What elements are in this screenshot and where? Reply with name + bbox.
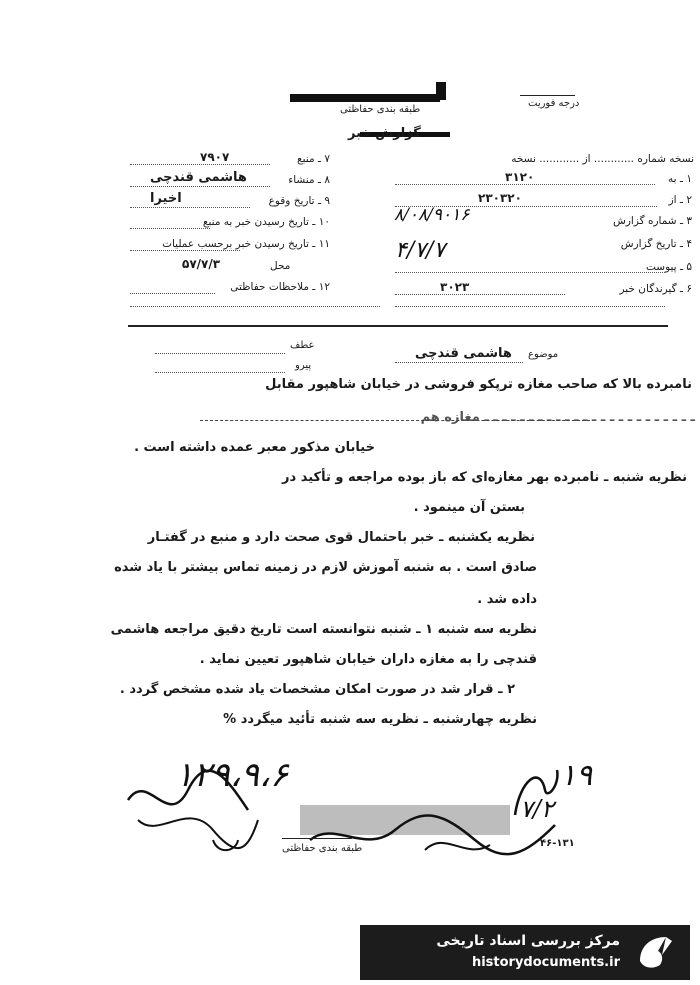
handwritten-date-bottom: ۷/۲: [520, 795, 554, 823]
field-occurrence-dots: [130, 207, 250, 208]
field-report-date-label: ۴ ـ تاریخ گزارش: [620, 238, 692, 250]
watermark-banner: [360, 925, 690, 980]
classification-label-top: طبقه بندی حفاظتی: [340, 104, 421, 115]
signature-left: [118, 760, 268, 860]
body-line-12: نظریه چهارشنبه ـ نظریه سه شنبه تأئید میگردد %: [223, 712, 537, 727]
field-to-value: ۳۱۲۰: [505, 170, 535, 184]
ref-atf-label: عطف: [290, 340, 315, 351]
copy-number-row: نسخه شماره ............ از ............ نسخه: [511, 153, 694, 165]
body-line-2: ـ ـ ـ ـ ـ ـ ـ ـ ـ ـ ـ ـ ـ ـ ـ ـ ـ ـ ـ ـ ـ ـ ـ ـ مغازه هم: [420, 410, 695, 425]
field-received-ops-place: محل: [270, 260, 291, 272]
field-source-label: ۷ ـ منبع: [297, 153, 330, 165]
field-received-ops-label: ۱۱ ـ تاریخ رسیدن خبر برحسب عملیات: [162, 238, 330, 250]
field-report-number-value: ۸/۰۸/۹۰۱۶: [394, 205, 470, 225]
field-occurrence-label: ۹ ـ تاریخ وقوع: [268, 195, 330, 207]
handwritten-date-top: ۱۹: [560, 758, 593, 793]
classification-stamp-top: [290, 94, 440, 102]
field-attachment-dots: [395, 272, 665, 273]
field-origin-value: هاشمی قندچی: [150, 170, 247, 185]
handwritten-number: ۱۲۹،۹،۶: [175, 755, 289, 795]
subject-dots: [395, 362, 523, 363]
field-source-value: ۷۹۰۷: [200, 150, 230, 164]
field-recipients-label: ۶ ـ گیرندگان خبر: [619, 283, 692, 295]
field-security-notes-dots: [130, 293, 215, 294]
subject-label: موضوع: [528, 349, 559, 360]
field-security-notes-dots-2: [130, 306, 380, 307]
field-report-date-value: ۴/۷/۷: [395, 238, 446, 263]
body-line-2-strike: [200, 420, 590, 421]
field-origin-label: ۸ ـ منشاء: [288, 174, 330, 186]
field-from-value: ۲۳۰۳۲۰: [478, 191, 522, 205]
urgency-label: درجه فوریت: [528, 98, 580, 109]
field-received-ops-value: ۵۷/۷/۳: [182, 257, 221, 271]
field-report-number-label: ۳ ـ شماره گزارش: [613, 215, 692, 227]
watermark-title: مرکز بررسی اسناد تاریخی: [436, 933, 620, 949]
field-security-notes-label: ۱۲ ـ ملاحظات حفاظتی: [230, 281, 330, 293]
body-line-9: نظریه سه شنبه ۱ ـ شنبه نتوانسته است تاریخ دقیق مراجعه هاشمی: [110, 622, 537, 637]
field-received-source-dots: [130, 228, 210, 229]
ref-dots-2: [155, 372, 285, 373]
field-origin-dots: [130, 186, 270, 187]
field-recipients-dots: [395, 294, 565, 295]
report-title: گزارش خبر: [348, 126, 421, 141]
urgency-rule: [520, 95, 575, 96]
body-line-5: بستن آن مینمود .: [413, 500, 525, 515]
footer-code: ۴۶-۱۳۱: [540, 838, 575, 849]
field-recipients-value: ۳۰۲۳: [440, 280, 470, 294]
body-line-3: خیابان مذکور معبر عمده داشته است .: [134, 440, 375, 455]
subject-value: هاشمی قندچی: [415, 346, 512, 361]
field-received-source-label: ۱۰ ـ تاریخ رسیدن خبر به منبع: [202, 216, 330, 228]
footer-rule: [282, 838, 352, 839]
ref-peyro-label: پیرو: [295, 360, 312, 371]
field-received-ops-dots: [130, 250, 240, 251]
field-occurrence-value: اخیرا: [150, 191, 182, 206]
field-source-dots: [130, 164, 270, 165]
body-line-8: داده شد .: [477, 592, 537, 607]
field-attachment-label: ۵ ـ پیوست: [645, 261, 692, 273]
body-line-4: نظریه شنبه ـ نامبرده بهر مغازه‌ای که باز بوده مراجعه و تأکید در: [282, 470, 687, 485]
body-line-1: نامبرده بالا که صاحب مغازه ترپکو فروشی در خیابان شاهپور مقابل: [265, 377, 692, 392]
body-line-7: صادق است . به شنبه آموزش لازم در زمینه تماس بیشتر با یاد شده: [114, 560, 537, 575]
body-line-10: قندچی را به مغازه داران خیابان شاهپور تعیین نماید .: [199, 652, 537, 667]
classification-stamp-mark: [436, 82, 446, 100]
classification-label-bottom: طبقه بندی حفاظتی: [282, 843, 363, 854]
header-separator: [128, 325, 668, 327]
watermark-logo-icon: [634, 931, 676, 973]
field-extra-dots: [395, 306, 665, 307]
ref-dots: [155, 353, 285, 354]
field-to-label: ۱ ـ به: [668, 173, 692, 185]
field-from-label: ۲ ـ از: [668, 194, 692, 206]
watermark-url: historydocuments.ir: [471, 955, 620, 970]
field-to-dots: [395, 184, 655, 185]
body-line-6: نظریه یکشنبه ـ خبر باحتمال قوی صحت دارد و منبع در گفتـار: [147, 530, 535, 545]
body-line-11: ۲ ـ قرار شد در صورت امکان مشخصات یاد شده مشخص گردد .: [119, 682, 515, 697]
